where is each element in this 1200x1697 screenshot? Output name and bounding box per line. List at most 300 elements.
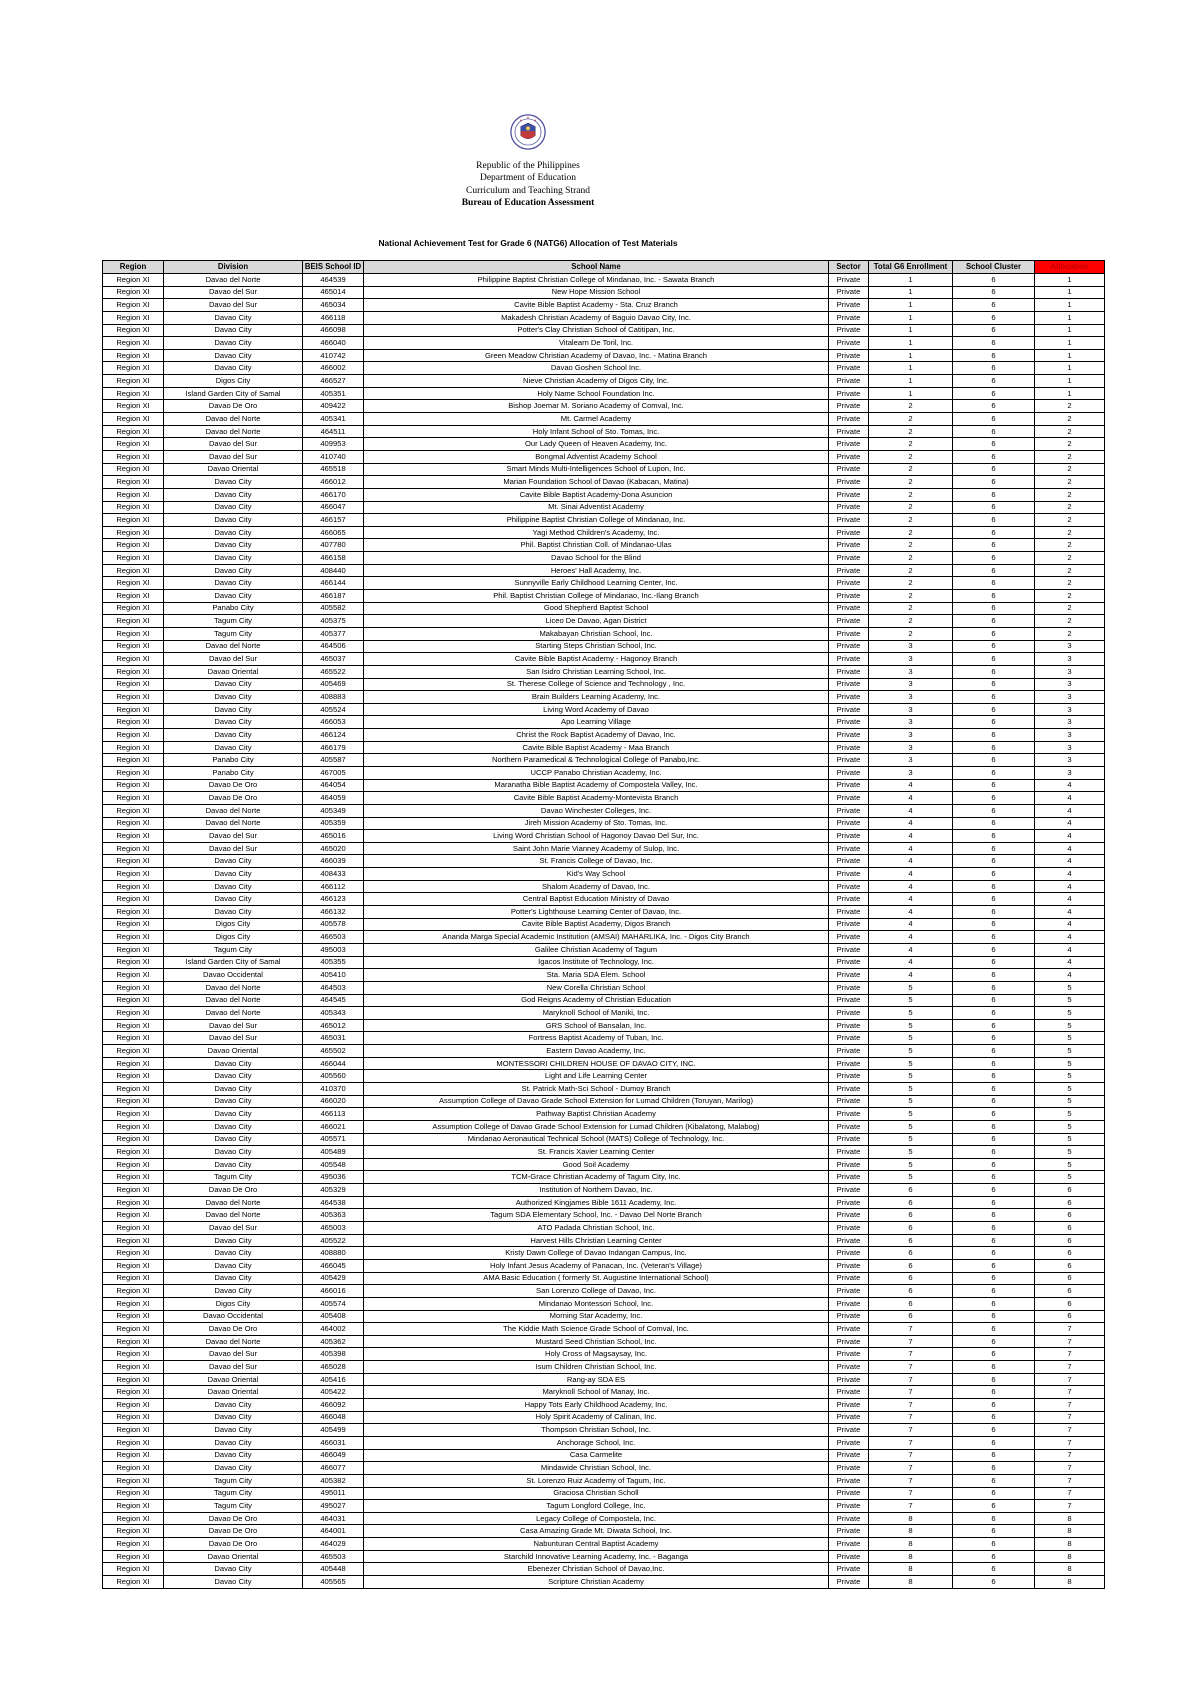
region-cell: Region XI (103, 1108, 164, 1121)
allocation-cell: 3 (1035, 691, 1105, 704)
enrollment-cell: 5 (869, 994, 953, 1007)
enrollment-cell: 5 (869, 1108, 953, 1121)
region-cell: Region XI (103, 1032, 164, 1045)
school-id-cell: 466157 (303, 514, 364, 527)
enrollment-cell: 5 (869, 1146, 953, 1159)
school-id-cell: 466053 (303, 716, 364, 729)
enrollment-cell: 3 (869, 678, 953, 691)
division-cell: Davao City (164, 488, 303, 501)
school-id-cell: 466112 (303, 880, 364, 893)
division-cell: Davao City (164, 539, 303, 552)
allocation-cell: 6 (1035, 1222, 1105, 1235)
table-row (103, 274, 1105, 287)
division-cell: Davao City (164, 564, 303, 577)
school-id-cell: 466113 (303, 1108, 364, 1121)
enrollment-cell: 6 (869, 1247, 953, 1260)
region-cell: Region XI (103, 627, 164, 640)
cluster-cell: 6 (953, 438, 1035, 451)
division-cell: Davao City (164, 1133, 303, 1146)
division-cell: Tagum City (164, 1487, 303, 1500)
school-name-cell: New Corella Christian School (364, 981, 829, 994)
cluster-cell: 6 (953, 1285, 1035, 1298)
school-id-cell: 405343 (303, 1007, 364, 1020)
school-name-cell: Fortress Baptist Academy of Tuban, Inc. (364, 1032, 829, 1045)
region-cell: Region XI (103, 855, 164, 868)
school-id-cell: 405382 (303, 1474, 364, 1487)
allocation-cell: 1 (1035, 299, 1105, 312)
enrollment-cell: 2 (869, 590, 953, 603)
region-cell: Region XI (103, 1234, 164, 1247)
school-name-cell: Central Baptist Education Ministry of Davao (364, 893, 829, 906)
allocation-cell: 3 (1035, 703, 1105, 716)
column-header-region: Region (103, 261, 164, 274)
region-cell: Region XI (103, 1019, 164, 1032)
enrollment-cell: 5 (869, 1133, 953, 1146)
cluster-cell: 6 (953, 1057, 1035, 1070)
school-id-cell: 405448 (303, 1563, 364, 1576)
enrollment-cell: 5 (869, 981, 953, 994)
division-cell: Davao City (164, 1120, 303, 1133)
division-cell: Digos City (164, 918, 303, 931)
sector-cell: Private (829, 539, 869, 552)
region-cell: Region XI (103, 514, 164, 527)
allocation-cell: 6 (1035, 1184, 1105, 1197)
sector-cell: Private (829, 1424, 869, 1437)
allocation-cell: 2 (1035, 552, 1105, 565)
division-cell: Davao De Oro (164, 1512, 303, 1525)
sector-cell: Private (829, 779, 869, 792)
school-name-cell: God Reigns Academy of Christian Education (364, 994, 829, 1007)
region-cell: Region XI (103, 1538, 164, 1551)
region-cell: Region XI (103, 640, 164, 653)
sector-cell: Private (829, 1057, 869, 1070)
allocation-cell: 2 (1035, 514, 1105, 527)
cluster-cell: 6 (953, 1019, 1035, 1032)
allocation-cell: 3 (1035, 741, 1105, 754)
school-id-cell: 408433 (303, 868, 364, 881)
cluster-cell: 6 (953, 1234, 1035, 1247)
enrollment-cell: 7 (869, 1323, 953, 1336)
cluster-cell: 6 (953, 1550, 1035, 1563)
sector-cell: Private (829, 868, 869, 881)
column-header-sector: Sector (829, 261, 869, 274)
enrollment-cell: 8 (869, 1550, 953, 1563)
school-id-cell: 466016 (303, 1285, 364, 1298)
division-cell: Davao De Oro (164, 779, 303, 792)
enrollment-cell: 6 (869, 1285, 953, 1298)
cluster-cell: 6 (953, 969, 1035, 982)
enrollment-cell: 7 (869, 1474, 953, 1487)
school-id-cell: 495027 (303, 1500, 364, 1513)
school-name-cell: Thompson Christian School, Inc. (364, 1424, 829, 1437)
school-name-cell: Shalom Academy of Davao, Inc. (364, 880, 829, 893)
division-cell: Davao Oriental (164, 463, 303, 476)
table-row (103, 855, 1105, 868)
table-row (103, 880, 1105, 893)
school-id-cell: 465034 (303, 299, 364, 312)
school-name-cell: Good Soil Academy (364, 1158, 829, 1171)
division-cell: Davao City (164, 1272, 303, 1285)
division-cell: Davao De Oro (164, 792, 303, 805)
sector-cell: Private (829, 1234, 869, 1247)
cluster-cell: 6 (953, 1045, 1035, 1058)
division-cell: Davao City (164, 362, 303, 375)
school-name-cell: Nabunturan Central Baptist Academy (364, 1538, 829, 1551)
enrollment-cell: 7 (869, 1361, 953, 1374)
school-name-cell: Sunnyville Early Childhood Learning Center, Inc. (364, 577, 829, 590)
sector-cell: Private (829, 349, 869, 362)
cluster-cell: 6 (953, 1399, 1035, 1412)
sector-cell: Private (829, 830, 869, 843)
region-cell: Region XI (103, 286, 164, 299)
division-cell: Davao City (164, 678, 303, 691)
cluster-cell: 6 (953, 450, 1035, 463)
school-id-cell: 466044 (303, 1057, 364, 1070)
division-cell: Davao del Sur (164, 450, 303, 463)
division-cell: Davao City (164, 1247, 303, 1260)
division-cell: Davao City (164, 1234, 303, 1247)
enrollment-cell: 1 (869, 362, 953, 375)
school-id-cell: 405429 (303, 1272, 364, 1285)
school-id-cell: 465037 (303, 653, 364, 666)
enrollment-cell: 2 (869, 564, 953, 577)
region-cell: Region XI (103, 1158, 164, 1171)
division-cell: Davao Occidental (164, 1310, 303, 1323)
region-cell: Region XI (103, 678, 164, 691)
cluster-cell: 6 (953, 956, 1035, 969)
enrollment-cell: 4 (869, 956, 953, 969)
school-name-cell: Eastern Davao Academy, Inc. (364, 1045, 829, 1058)
cluster-cell: 6 (953, 1209, 1035, 1222)
enrollment-cell: 2 (869, 488, 953, 501)
allocation-cell: 1 (1035, 311, 1105, 324)
school-name-cell: Graciosa Christian Scholl (364, 1487, 829, 1500)
enrollment-cell: 2 (869, 501, 953, 514)
region-cell: Region XI (103, 1171, 164, 1184)
table-row (103, 400, 1105, 413)
cluster-cell: 6 (953, 1512, 1035, 1525)
division-cell: Davao City (164, 501, 303, 514)
region-cell: Region XI (103, 539, 164, 552)
region-cell: Region XI (103, 1525, 164, 1538)
allocation-cell: 4 (1035, 868, 1105, 881)
sector-cell: Private (829, 1158, 869, 1171)
sector-cell: Private (829, 1550, 869, 1563)
cluster-cell: 6 (953, 804, 1035, 817)
table-row (103, 1297, 1105, 1310)
division-cell: Island Garden City of Samal (164, 387, 303, 400)
school-name-cell: Casa Carmelite (364, 1449, 829, 1462)
school-name-cell: Holy Cross of Magsaysay, Inc. (364, 1348, 829, 1361)
division-cell: Davao City (164, 1399, 303, 1412)
allocation-cell: 2 (1035, 438, 1105, 451)
table-row (103, 1348, 1105, 1361)
school-id-cell: 408883 (303, 691, 364, 704)
table-row (103, 1146, 1105, 1159)
table-row (103, 1411, 1105, 1424)
school-name-cell: Assumption College of Davao Grade School Extension for Lumad Children (Kibalatong, Malabog) (364, 1120, 829, 1133)
region-cell: Region XI (103, 1209, 164, 1222)
column-header-division: Division (164, 261, 303, 274)
region-cell: Region XI (103, 425, 164, 438)
cluster-cell: 6 (953, 703, 1035, 716)
table-row (103, 1563, 1105, 1576)
table-row (103, 1070, 1105, 1083)
allocation-cell: 4 (1035, 804, 1105, 817)
enrollment-cell: 5 (869, 1120, 953, 1133)
cluster-cell: 6 (953, 1348, 1035, 1361)
cluster-cell: 6 (953, 1083, 1035, 1096)
school-id-cell: 465522 (303, 665, 364, 678)
sector-cell: Private (829, 842, 869, 855)
table-row (103, 1474, 1105, 1487)
school-name-cell: Mt. Sinai Adventist Academy (364, 501, 829, 514)
allocation-cell: 4 (1035, 893, 1105, 906)
school-id-cell: 407780 (303, 539, 364, 552)
table-row (103, 1234, 1105, 1247)
table-row (103, 1512, 1105, 1525)
region-cell: Region XI (103, 1310, 164, 1323)
school-name-cell: TCM-Grace Christian Academy of Tagum City, Inc. (364, 1171, 829, 1184)
cluster-cell: 6 (953, 640, 1035, 653)
school-id-cell: 466118 (303, 311, 364, 324)
region-cell: Region XI (103, 956, 164, 969)
division-cell: Davao City (164, 691, 303, 704)
region-cell: Region XI (103, 1361, 164, 1374)
table-row (103, 729, 1105, 742)
table-row (103, 1436, 1105, 1449)
region-cell: Region XI (103, 1007, 164, 1020)
table-row (103, 1095, 1105, 1108)
allocation-cell: 4 (1035, 880, 1105, 893)
school-name-cell: San Isidro Christian Learning School, Inc. (364, 665, 829, 678)
school-id-cell: 405582 (303, 602, 364, 615)
enrollment-cell: 5 (869, 1057, 953, 1070)
enrollment-cell: 7 (869, 1373, 953, 1386)
cluster-cell: 6 (953, 274, 1035, 287)
table-row (103, 1133, 1105, 1146)
enrollment-cell: 2 (869, 463, 953, 476)
enrollment-cell: 1 (869, 375, 953, 388)
sector-cell: Private (829, 969, 869, 982)
sector-cell: Private (829, 716, 869, 729)
cluster-cell: 6 (953, 1133, 1035, 1146)
region-cell: Region XI (103, 1247, 164, 1260)
enrollment-cell: 7 (869, 1399, 953, 1412)
school-name-cell: Marian Foundation School of Davao (Kabacan, Matina) (364, 476, 829, 489)
sector-cell: Private (829, 476, 869, 489)
school-id-cell: 466040 (303, 337, 364, 350)
enrollment-cell: 4 (869, 906, 953, 919)
school-name-cell: Cavite Bible Baptist Academy-Montevista Branch (364, 792, 829, 805)
region-cell: Region XI (103, 311, 164, 324)
table-row (103, 1399, 1105, 1412)
region-cell: Region XI (103, 387, 164, 400)
enrollment-cell: 6 (869, 1272, 953, 1285)
table-row (103, 1032, 1105, 1045)
table-row (103, 817, 1105, 830)
enrollment-cell: 2 (869, 552, 953, 565)
cluster-cell: 6 (953, 830, 1035, 843)
school-id-cell: 466077 (303, 1462, 364, 1475)
allocation-cell: 3 (1035, 754, 1105, 767)
table-row (103, 1575, 1105, 1588)
allocation-cell: 1 (1035, 362, 1105, 375)
cluster-cell: 6 (953, 286, 1035, 299)
sector-cell: Private (829, 1209, 869, 1222)
sector-cell: Private (829, 1083, 869, 1096)
school-name-cell: Kristy Dawn College of Davao Indangan Campus, Inc. (364, 1247, 829, 1260)
division-cell: Davao del Norte (164, 640, 303, 653)
region-cell: Region XI (103, 981, 164, 994)
allocation-cell: 5 (1035, 1083, 1105, 1096)
sector-cell: Private (829, 906, 869, 919)
enrollment-cell: 7 (869, 1462, 953, 1475)
allocation-cell: 2 (1035, 450, 1105, 463)
cluster-cell: 6 (953, 665, 1035, 678)
school-id-cell: 464511 (303, 425, 364, 438)
table-row (103, 1272, 1105, 1285)
sector-cell: Private (829, 400, 869, 413)
region-cell: Region XI (103, 526, 164, 539)
school-id-cell: 408440 (303, 564, 364, 577)
enrollment-cell: 3 (869, 703, 953, 716)
school-name-cell: Philippine Baptist Christian College of Mindanao, Inc. (364, 514, 829, 527)
table-row (103, 590, 1105, 603)
sector-cell: Private (829, 299, 869, 312)
division-cell: Davao City (164, 1563, 303, 1576)
table-row (103, 1045, 1105, 1058)
enrollment-cell: 7 (869, 1424, 953, 1437)
school-name-cell: Bongmal Adventist Academy School (364, 450, 829, 463)
sector-cell: Private (829, 311, 869, 324)
allocation-cell: 4 (1035, 918, 1105, 931)
division-cell: Davao Oriental (164, 1550, 303, 1563)
region-cell: Region XI (103, 691, 164, 704)
enrollment-cell: 2 (869, 577, 953, 590)
school-name-cell: Holy Infant School of Sto. Tomas, Inc. (364, 425, 829, 438)
table-row (103, 665, 1105, 678)
school-id-cell: 465028 (303, 1361, 364, 1374)
allocation-cell: 5 (1035, 1032, 1105, 1045)
sector-cell: Private (829, 1348, 869, 1361)
school-id-cell: 466098 (303, 324, 364, 337)
region-cell: Region XI (103, 1500, 164, 1513)
division-cell: Davao del Norte (164, 804, 303, 817)
allocation-cell: 3 (1035, 640, 1105, 653)
sector-cell: Private (829, 1575, 869, 1588)
enrollment-cell: 2 (869, 425, 953, 438)
sector-cell: Private (829, 627, 869, 640)
sector-cell: Private (829, 804, 869, 817)
school-name-cell: Cavite Bible Baptist Academy-Dona Asuncion (364, 488, 829, 501)
cluster-cell: 6 (953, 615, 1035, 628)
table-row (103, 488, 1105, 501)
allocation-cell: 4 (1035, 931, 1105, 944)
school-name-cell: Rang-ay SDA ES (364, 1373, 829, 1386)
region-cell: Region XI (103, 1436, 164, 1449)
region-cell: Region XI (103, 552, 164, 565)
school-id-cell: 466020 (303, 1095, 364, 1108)
enrollment-cell: 1 (869, 299, 953, 312)
allocation-cell: 7 (1035, 1487, 1105, 1500)
table-row (103, 463, 1105, 476)
region-cell: Region XI (103, 906, 164, 919)
table-row (103, 1361, 1105, 1374)
sector-cell: Private (829, 286, 869, 299)
sector-cell: Private (829, 855, 869, 868)
enrollment-cell: 2 (869, 413, 953, 426)
school-name-cell: Assumption College of Davao Grade School Extension for Lumad Children (Toruyan, Marilog) (364, 1095, 829, 1108)
region-cell: Region XI (103, 1272, 164, 1285)
enrollment-cell: 2 (869, 450, 953, 463)
school-name-cell: Philippine Baptist Christian College of Mindanao, Inc. - Sawata Branch (364, 274, 829, 287)
cluster-cell: 6 (953, 943, 1035, 956)
allocation-cell: 2 (1035, 488, 1105, 501)
division-cell: Panabo City (164, 602, 303, 615)
division-cell: Davao del Norte (164, 817, 303, 830)
school-id-cell: 464029 (303, 1538, 364, 1551)
school-id-cell: 465503 (303, 1550, 364, 1563)
allocation-cell: 8 (1035, 1575, 1105, 1588)
allocation-cell: 5 (1035, 994, 1105, 1007)
enrollment-cell: 3 (869, 766, 953, 779)
cluster-cell: 6 (953, 1538, 1035, 1551)
table-row (103, 1209, 1105, 1222)
school-id-cell: 466039 (303, 855, 364, 868)
sector-cell: Private (829, 1019, 869, 1032)
school-name-cell: ATO Padada Christian School, Inc. (364, 1222, 829, 1235)
division-cell: Digos City (164, 1297, 303, 1310)
school-name-cell: Saint John Marie Vianney Academy of Sulop, Inc. (364, 842, 829, 855)
division-cell: Davao De Oro (164, 1184, 303, 1197)
school-name-cell: Happy Tots Early Childhood Academy, Inc. (364, 1399, 829, 1412)
sector-cell: Private (829, 1184, 869, 1197)
school-id-cell: 405499 (303, 1424, 364, 1437)
school-name-cell: St. Patrick Math-Sci School - Dumoy Branch (364, 1083, 829, 1096)
table-row (103, 1285, 1105, 1298)
table-row (103, 754, 1105, 767)
table-row (103, 893, 1105, 906)
sector-cell: Private (829, 880, 869, 893)
school-id-cell: 410742 (303, 349, 364, 362)
division-cell: Davao City (164, 577, 303, 590)
cluster-cell: 6 (953, 1196, 1035, 1209)
school-name-cell: AMA Basic Education ( formerly St. Augustine International School) (364, 1272, 829, 1285)
table-row (103, 602, 1105, 615)
school-name-cell: Cavite Bible Baptist Academy, Digos Branch (364, 918, 829, 931)
school-name-cell: Isum Children Christian School, Inc. (364, 1361, 829, 1374)
table-row (103, 1120, 1105, 1133)
cluster-cell: 6 (953, 1032, 1035, 1045)
school-name-cell: Maryknoll School of Manay, Inc. (364, 1386, 829, 1399)
allocation-cell: 6 (1035, 1272, 1105, 1285)
allocation-cell: 4 (1035, 956, 1105, 969)
allocation-cell: 6 (1035, 1196, 1105, 1209)
allocation-cell: 5 (1035, 1095, 1105, 1108)
enrollment-cell: 1 (869, 337, 953, 350)
allocation-cell: 8 (1035, 1550, 1105, 1563)
table-row (103, 1462, 1105, 1475)
sector-cell: Private (829, 1133, 869, 1146)
division-cell: Davao City (164, 1449, 303, 1462)
school-name-cell: Christ the Rock Baptist Academy of Davao, Inc. (364, 729, 829, 742)
allocation-cell: 6 (1035, 1259, 1105, 1272)
region-cell: Region XI (103, 1386, 164, 1399)
allocation-cell: 4 (1035, 817, 1105, 830)
sector-cell: Private (829, 1399, 869, 1412)
school-name-cell: St. Francis College of Davao, Inc. (364, 855, 829, 868)
